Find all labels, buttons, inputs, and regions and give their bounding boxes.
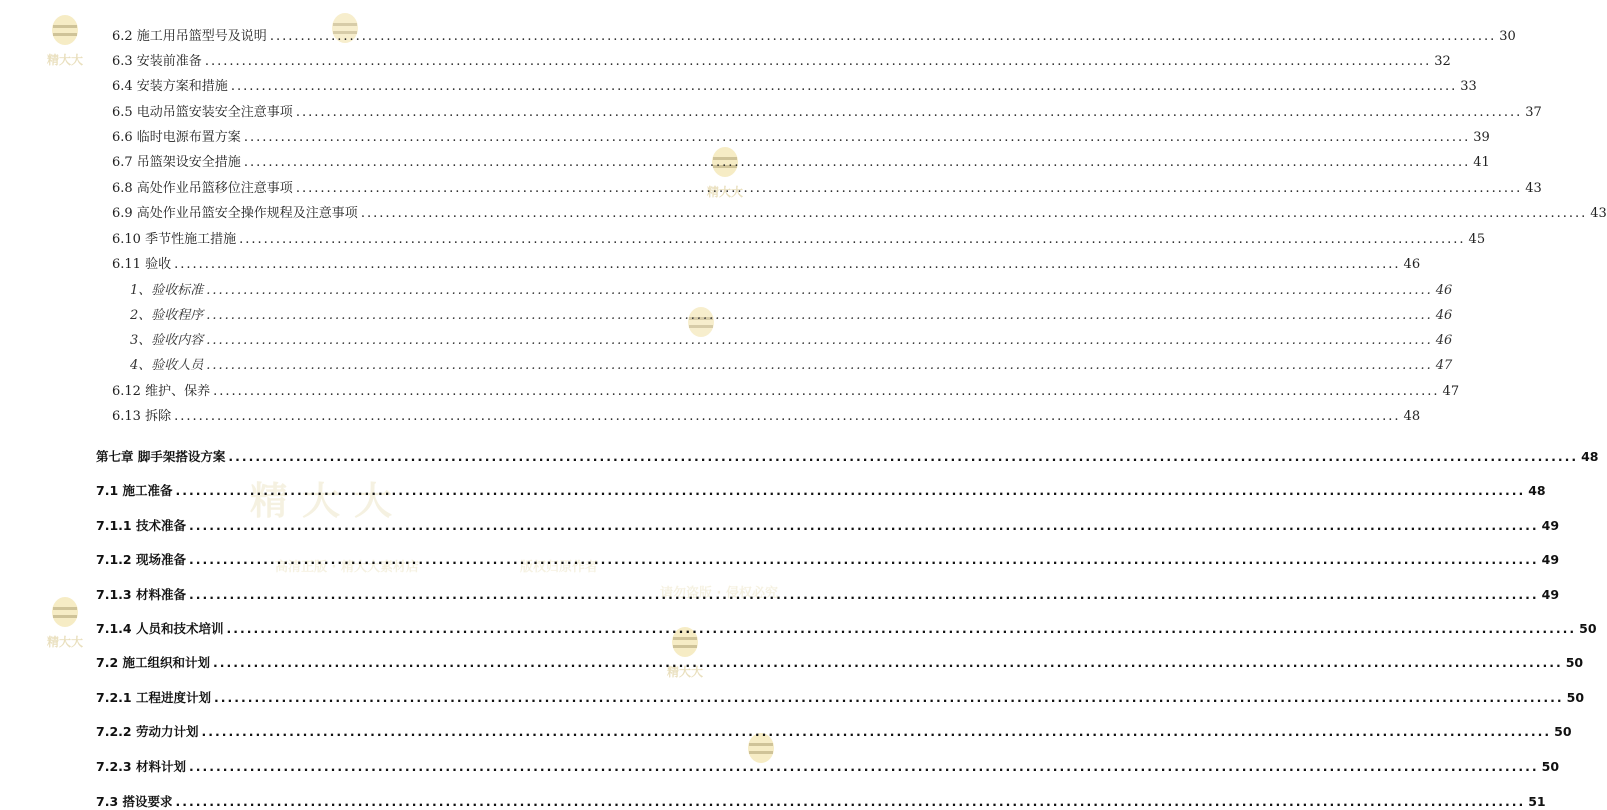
toc-entry-title: 1、验收标准 xyxy=(130,283,204,298)
svg-text:精大大: 精大大 xyxy=(666,665,704,679)
toc-entry[interactable] xyxy=(96,757,1560,775)
toc-entry-title: 4、验收人员 xyxy=(130,358,204,373)
toc-entry[interactable] xyxy=(112,25,1516,44)
toc-leader-dots xyxy=(244,155,1470,170)
toc-leader-dots xyxy=(176,483,1526,498)
toc-leader-dots xyxy=(189,587,1539,602)
toc-entry[interactable] xyxy=(96,619,1597,637)
watermark-brand-center: 精大大 xyxy=(250,479,407,523)
toc-entry-page-number: 37 xyxy=(1525,105,1542,120)
toc-entry[interactable] xyxy=(96,585,1560,603)
toc-leader-dots xyxy=(201,724,1551,739)
toc-entry-page-number: 33 xyxy=(1460,79,1477,94)
toc-entry[interactable] xyxy=(112,126,1490,145)
toc-entry[interactable] xyxy=(112,380,1460,399)
toc-entry-title: 7.2 施工组织和计划 xyxy=(96,655,210,670)
toc-leader-dots xyxy=(214,690,1564,705)
toc-entry[interactable] xyxy=(96,688,1585,706)
toc-entry-title: 6.4 安装方案和措施 xyxy=(112,79,228,94)
toc-leader-dots xyxy=(205,54,1431,69)
toc-entry-title: 7.2.2 劳动力计划 xyxy=(96,724,199,739)
toc-leader-dots xyxy=(189,518,1539,533)
toc-entry[interactable] xyxy=(112,202,1607,221)
toc-leader-dots xyxy=(206,358,1432,373)
toc-entry-page-number: 50 xyxy=(1541,759,1560,774)
toc-entry-title: 7.1.2 现场准备 xyxy=(96,552,186,567)
toc-entry-title: 7.2.1 工程进度计划 xyxy=(96,690,211,705)
watermark-notice-mid: 版权归原作者 xyxy=(520,560,599,575)
toc-entry-page-number: 51 xyxy=(1528,794,1546,809)
toc-entry-page-number: 47 xyxy=(1435,358,1453,373)
watermark-notice-right: 请勿盗版 · 侵权必究 xyxy=(660,586,778,601)
toc-entry-title: 3、验收内容 xyxy=(130,333,204,348)
toc-entry[interactable] xyxy=(130,279,1453,298)
svg-text:精大大: 精大大 xyxy=(706,185,744,199)
toc-entry-page-number: 48 xyxy=(1581,449,1599,464)
bee-watermark-icon xyxy=(40,8,90,78)
toc-entry[interactable] xyxy=(112,253,1421,272)
toc-leader-dots xyxy=(189,552,1539,567)
toc-entry-title: 6.7 吊篮架设安全措施 xyxy=(112,155,241,170)
toc-entry-page-number: 49 xyxy=(1541,587,1560,602)
toc-entry[interactable] xyxy=(130,329,1453,348)
toc-entry-title: 6.11 验收 xyxy=(112,257,172,272)
toc-entry[interactable] xyxy=(96,792,1546,810)
toc-entry-page-number: 45 xyxy=(1468,232,1486,247)
toc-entry[interactable] xyxy=(96,447,1599,465)
toc-entry[interactable] xyxy=(112,101,1542,120)
toc-leader-dots xyxy=(206,333,1432,348)
toc-entry-title: 6.8 高处作业吊篮移位注意事项 xyxy=(112,181,293,196)
toc-entry-title: 7.1.1 技术准备 xyxy=(96,518,186,533)
toc-entry-page-number: 47 xyxy=(1442,384,1460,399)
toc-entry-page-number: 50 xyxy=(1566,690,1585,705)
toc-entry[interactable] xyxy=(130,354,1453,373)
toc-entry-page-number: 46 xyxy=(1435,333,1453,348)
toc-entry-page-number: 30 xyxy=(1499,29,1516,44)
toc-leader-dots xyxy=(213,384,1439,399)
toc-entry[interactable] xyxy=(96,653,1584,671)
toc-entry-page-number: 49 xyxy=(1541,518,1560,533)
toc-leader-dots xyxy=(270,29,1496,44)
toc-entry-title: 7.1.4 人员和技术培训 xyxy=(96,621,224,636)
toc-leader-dots xyxy=(174,409,1400,424)
toc-entry-title: 6.10 季节性施工措施 xyxy=(112,232,237,247)
toc-leader-dots xyxy=(296,105,1522,120)
toc-entry-title: 6.9 高处作业吊篮安全操作规程及注意事项 xyxy=(112,206,358,221)
toc-entry-title: 2、验收程序 xyxy=(130,308,204,323)
toc-entry[interactable] xyxy=(96,516,1560,534)
toc-entry[interactable] xyxy=(112,405,1421,424)
toc-entry[interactable] xyxy=(130,304,1453,323)
toc-leader-dots xyxy=(226,621,1576,636)
toc-entry[interactable] xyxy=(112,75,1477,94)
toc-leader-dots xyxy=(213,655,1563,670)
toc-leader-dots xyxy=(206,308,1432,323)
toc-leader-dots xyxy=(296,181,1522,196)
svg-text:精大大: 精大大 xyxy=(46,635,84,649)
toc-entry-title: 7.1.3 材料准备 xyxy=(96,587,186,602)
toc-entry-page-number: 43 xyxy=(1525,181,1542,196)
toc-entry-title: 第七章 脚手架搭设方案 xyxy=(96,449,226,464)
toc-entry-title: 6.12 维护、保养 xyxy=(112,384,211,399)
toc-leader-dots xyxy=(206,283,1432,298)
toc-leader-dots xyxy=(176,794,1526,809)
toc-entry-page-number: 49 xyxy=(1541,552,1560,567)
toc-entry-title: 6.13 拆除 xyxy=(112,409,172,424)
toc-entry-title: 7.1 施工准备 xyxy=(96,483,173,498)
toc-leader-dots xyxy=(174,257,1400,272)
toc-entry[interactable] xyxy=(112,151,1490,170)
toc-entry-page-number: 50 xyxy=(1565,655,1584,670)
toc-entry-title: 7.3 搭设要求 xyxy=(96,794,173,809)
toc-leader-dots xyxy=(231,79,1457,94)
toc-entry-page-number: 50 xyxy=(1554,724,1572,739)
toc-entry-page-number: 41 xyxy=(1473,155,1490,170)
toc-entry-title: 7.2.3 材料计划 xyxy=(96,759,186,774)
toc-entry[interactable] xyxy=(112,228,1486,247)
toc-entry[interactable] xyxy=(96,722,1572,740)
toc-entry[interactable] xyxy=(96,481,1546,499)
toc-entry-title: 6.5 电动吊篮安装安全注意事项 xyxy=(112,105,293,120)
svg-text:精大大: 精大大 xyxy=(46,53,84,67)
watermark-notice-left: 高清正版 · 精大大素材店 xyxy=(275,560,419,575)
toc-leader-dots xyxy=(239,232,1465,247)
toc-entry[interactable] xyxy=(112,50,1451,69)
toc-leader-dots xyxy=(361,206,1587,221)
toc-entry[interactable] xyxy=(96,550,1560,568)
toc-entry-page-number: 48 xyxy=(1403,409,1421,424)
toc-entry-page-number: 32 xyxy=(1434,54,1451,69)
toc-entry-title: 6.3 安装前准备 xyxy=(112,54,202,69)
toc-entry-page-number: 46 xyxy=(1403,257,1421,272)
bee-watermark-icon xyxy=(40,590,90,660)
toc-leader-dots xyxy=(244,130,1470,145)
toc-entry-page-number: 46 xyxy=(1435,283,1453,298)
toc-entry-page-number: 39 xyxy=(1473,130,1490,145)
toc-leader-dots xyxy=(228,449,1578,464)
toc-leader-dots xyxy=(189,759,1539,774)
toc-entry-page-number: 46 xyxy=(1435,308,1453,323)
toc-entry-page-number: 43 xyxy=(1590,206,1607,221)
toc-entry-title: 6.6 临时电源布置方案 xyxy=(112,130,241,145)
toc-entry-page-number: 48 xyxy=(1528,483,1546,498)
toc-entry-page-number: 50 xyxy=(1579,621,1597,636)
toc-entry-title: 6.2 施工用吊篮型号及说明 xyxy=(112,29,267,44)
